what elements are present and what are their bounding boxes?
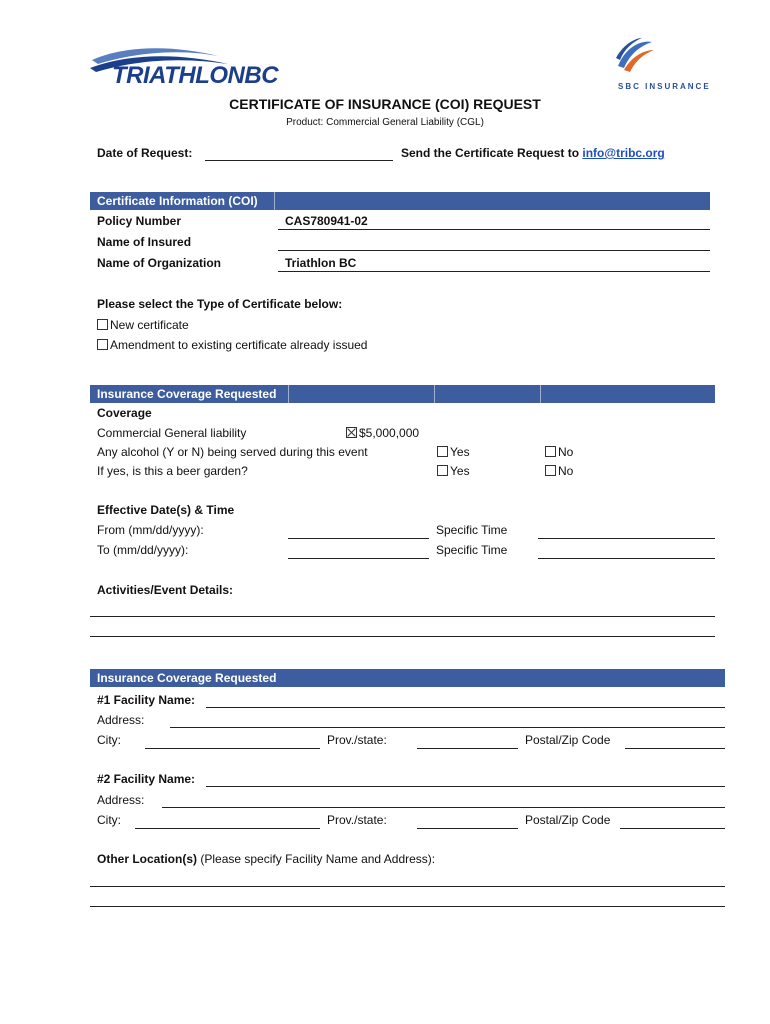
beer-garden-label: If yes, is this a beer garden? — [97, 464, 248, 478]
facility-2-name-label: #2 Facility Name: — [97, 772, 196, 786]
facility-1-postal-field[interactable] — [625, 748, 725, 749]
coverage-label: Coverage — [97, 406, 152, 420]
activities-field-line-1[interactable] — [90, 616, 715, 617]
date-of-request-label: Date of Request: — [97, 146, 193, 160]
beer-garden-no-checkbox[interactable] — [545, 465, 556, 476]
facility-1-prov-label: Prov./state: — [327, 733, 387, 747]
sbc-wordmark: SBC INSURANCE — [618, 82, 711, 91]
alcohol-no-option[interactable] — [545, 445, 573, 459]
cgl-amount-checkbox[interactable] — [346, 427, 357, 438]
date-of-request-field[interactable] — [205, 160, 393, 161]
policy-number-value[interactable]: CAS780941-02 — [285, 214, 368, 228]
send-request-text — [401, 146, 665, 160]
from-date-label: From (mm/dd/yyyy): — [97, 523, 204, 537]
facility-1-name-label: #1 Facility Name: — [97, 693, 196, 707]
beer-garden-no-label: No — [558, 464, 574, 478]
coi-section-title: Certificate Information (COI) — [97, 194, 258, 208]
sbc-insurance-logo — [590, 36, 711, 94]
facility-1-prov-field[interactable] — [417, 748, 518, 749]
from-specific-time-label: Specific Time — [436, 523, 508, 537]
beer-garden-no-option[interactable] — [545, 464, 573, 478]
to-date-label: To (mm/dd/yyyy): — [97, 543, 189, 557]
facility-2-postal-label: Postal/Zip Code — [525, 813, 611, 827]
cgl-label: Commercial General liability — [97, 426, 247, 440]
email-link[interactable]: info@tribc.org — [582, 146, 665, 160]
name-of-organization-value[interactable]: Triathlon BC — [285, 256, 357, 270]
alcohol-yes-option[interactable] — [437, 445, 470, 459]
other-locations-field-line-1[interactable] — [90, 886, 725, 887]
cert-type-prompt: Please select the Type of Certificate below: — [97, 297, 343, 311]
beer-garden-yes-label: Yes — [450, 464, 470, 478]
alcohol-label: Any alcohol (Y or N) being served during this event — [97, 445, 368, 459]
name-of-insured-field[interactable] — [278, 250, 710, 251]
facility-1-city-label: City: — [97, 733, 121, 747]
organization-underline — [278, 271, 710, 272]
facility-1-name-field[interactable] — [206, 707, 725, 708]
facility-1-address-label: Address: — [97, 713, 145, 727]
alcohol-no-checkbox[interactable] — [545, 446, 556, 457]
page-subtitle: Product: Commercial General Liability (CGL) — [286, 117, 484, 128]
new-certificate-label: New certificate — [110, 318, 189, 332]
facility-2-name-field[interactable] — [206, 786, 725, 787]
facility-2-postal-field[interactable] — [620, 828, 725, 829]
beer-garden-yes-option[interactable] — [437, 464, 470, 478]
alcohol-yes-label: Yes — [450, 445, 470, 459]
facility-1-address-field[interactable] — [170, 727, 725, 728]
activities-label: Activities/Event Details: — [97, 583, 234, 597]
to-specific-time-field[interactable] — [538, 558, 715, 559]
facility-2-prov-label: Prov./state: — [327, 813, 387, 827]
from-specific-time-field[interactable] — [538, 538, 715, 539]
amendment-label: Amendment to existing certificate already issued — [110, 338, 368, 352]
other-locations-note: (Please specify Facility Name and Address): — [200, 852, 436, 866]
facility-2-prov-field[interactable] — [417, 828, 518, 829]
other-locations-field-line-2[interactable] — [90, 906, 725, 907]
effective-dates-label: Effective Date(s) & Time — [97, 503, 235, 517]
policy-number-underline — [278, 229, 710, 230]
beer-garden-yes-checkbox[interactable] — [437, 465, 448, 476]
other-locations-text — [97, 852, 435, 866]
alcohol-no-label: No — [558, 445, 574, 459]
coverage-section-title: Insurance Coverage Requested — [97, 387, 277, 401]
amendment-option[interactable] — [97, 338, 367, 352]
facility-2-city-label: City: — [97, 813, 121, 827]
cgl-amount-label: $5,000,000 — [359, 426, 420, 440]
policy-number-label: Policy Number — [97, 214, 182, 228]
facility-2-address-label: Address: — [97, 793, 145, 807]
cgl-amount-option[interactable] — [346, 426, 419, 440]
name-of-insured-label: Name of Insured — [97, 235, 192, 249]
to-date-field[interactable] — [288, 558, 429, 559]
sbc-swoosh-icon — [612, 36, 656, 76]
facility-1-city-field[interactable] — [145, 748, 320, 749]
facility-2-city-field[interactable] — [135, 828, 320, 829]
name-of-organization-label: Name of Organization — [97, 256, 222, 270]
facility-section-header — [90, 669, 725, 687]
to-specific-time-label: Specific Time — [436, 543, 508, 557]
from-date-field[interactable] — [288, 538, 429, 539]
other-locations-label: Other Location(s) — [97, 852, 198, 866]
coverage-section-header — [90, 385, 715, 403]
page-title: CERTIFICATE OF INSURANCE (COI) REQUEST — [229, 96, 541, 112]
new-certificate-checkbox[interactable] — [97, 319, 108, 330]
amendment-checkbox[interactable] — [97, 339, 108, 350]
facility-2-address-field[interactable] — [162, 807, 725, 808]
activities-field-line-2[interactable] — [90, 636, 715, 637]
facility-1-postal-label: Postal/Zip Code — [525, 733, 611, 747]
triathlon-bc-logo — [88, 44, 298, 94]
new-certificate-option[interactable] — [97, 318, 189, 332]
triathlon-bc-wordmark: TRIATHLONBC — [112, 62, 279, 89]
alcohol-yes-checkbox[interactable] — [437, 446, 448, 457]
send-request-label: Send the Certificate Request to — [401, 146, 580, 160]
facility-section-title: Insurance Coverage Requested — [97, 671, 277, 685]
coi-section-header — [90, 192, 710, 210]
